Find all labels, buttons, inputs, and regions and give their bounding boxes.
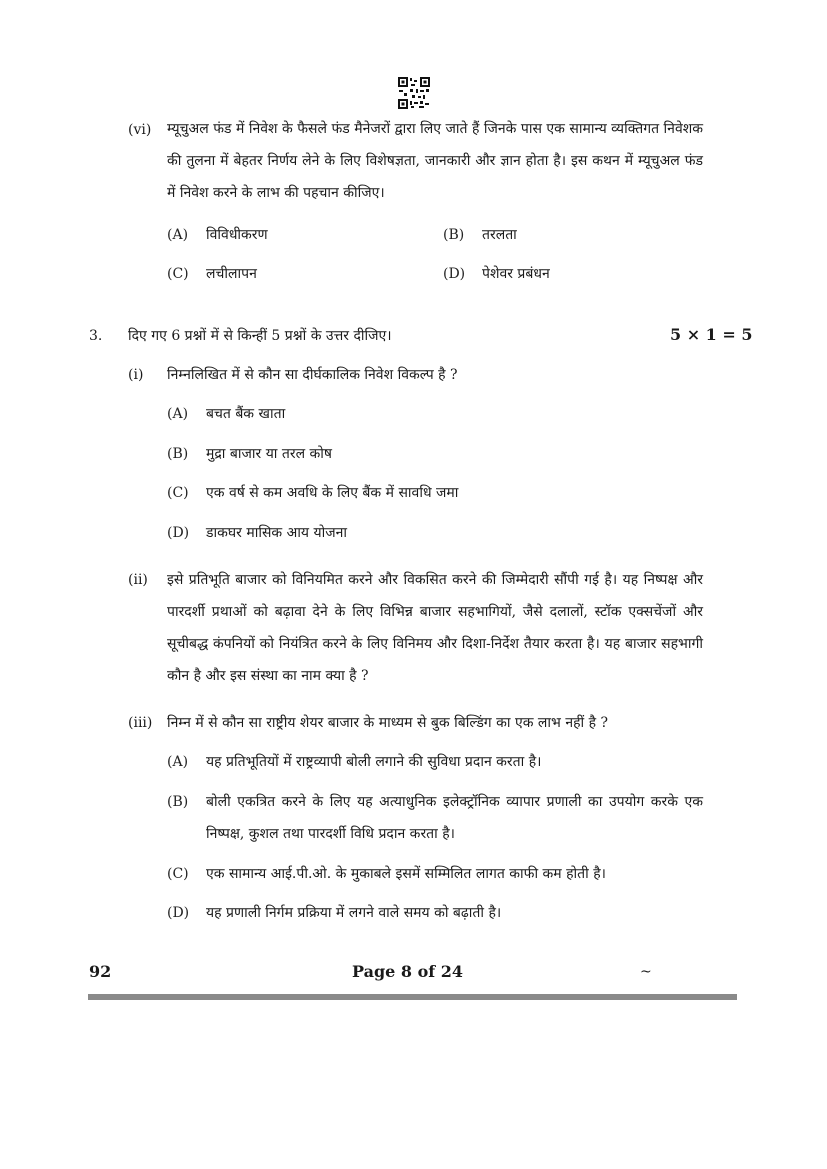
page-number: Page 8 of 24 [352, 962, 463, 981]
option-label: (C) [167, 266, 189, 282]
option-label: (A) [167, 227, 189, 243]
option-label: (D) [167, 905, 190, 921]
option-label: (B) [167, 446, 189, 462]
option-label: (B) [167, 794, 189, 810]
option-text: मुद्रा बाजार या तरल कोष [206, 446, 333, 462]
footer-divider [88, 994, 737, 1000]
option-label: (A) [167, 406, 189, 422]
option-label: (C) [167, 866, 189, 882]
option-text: डाकघर मासिक आय योजना [206, 525, 348, 541]
option-text: पेशेवर प्रबंधन [482, 266, 550, 282]
question-number: 3. [89, 328, 103, 344]
option-text: एक सामान्य आई.पी.ओ. के मुकाबले इसमें सम्मिलित लागत काफी कम होती है। [206, 866, 606, 882]
qr-code-icon [398, 77, 430, 109]
question-text: इसे प्रतिभूति बाजार को विनियमित करने और विकसित करने की जिम्मेदारी सौंपी गई है। यह निष्पक्ष और पारदर्शी प्रथाओं को बढ़ावा देने के लिए विभिन्न बाजार सहभागियों, जैसे दलालों, स्टॉक एक्सचेंजों और सूचीबद्ध कंपनियों को नियंत्रित करने के लिए विनिमय और दिशा-निर्देश तैयार करता है। यह बाजार सहभागी कौन है और इस संस्था का नाम क्या है ? [167, 572, 703, 684]
question-text: निम्न में से कौन सा राष्ट्रीय शेयर बाजार के माध्यम से बुक बिल्डिंग का एक लाभ नहीं है ? [167, 715, 608, 731]
footer-mark: ~ [640, 964, 652, 980]
option-text: यह प्रतिभूतियों में राष्ट्रव्यापी बोली लगाने की सुविधा प्रदान करता है। [206, 754, 542, 770]
option-text: बोली एकत्रित करने के लिए यह अत्याधुनिक इलेक्ट्रॉनिक व्यापार प्रणाली का उपयोग करके एक निष्पक्ष, कुशल तथा पारदर्शी विधि प्रदान करता है। [206, 794, 703, 842]
option-text: यह प्रणाली निर्गम प्रक्रिया में लगने वाले समय को बढ़ाती है। [206, 905, 502, 921]
option-text: विविधीकरण [206, 227, 268, 243]
question-number: (iii) [128, 715, 153, 731]
question-number: (i) [128, 367, 144, 383]
paper-code: 92 [89, 962, 112, 981]
option-label: (C) [167, 485, 189, 501]
question-text: म्यूचुअल फंड में निवेश के फैसले फंड मैनेजरों द्वारा लिए जाते हैं जिनके पास एक सामान्य व्यक्तिगत निवेशक की तुलना में बेहतर निर्णय लेने के लिए विशेषज्ञता, जानकारी और ज्ञान होता है। इस कथन में म्यूचुअल फंड में निवेश करने के लाभ की पहचान कीजिए। [167, 121, 703, 201]
marks-allocation: 5 × 1 = 5 [670, 325, 753, 344]
option-label: (D) [443, 266, 466, 282]
option-text: लचीलापन [206, 266, 257, 282]
option-text: तरलता [482, 227, 517, 243]
option-text: बचत बैंक खाता [206, 406, 286, 422]
option-text: एक वर्ष से कम अवधि के लिए बैंक में सावधि जमा [206, 485, 459, 501]
option-label: (B) [443, 227, 465, 243]
question-text: निम्नलिखित में से कौन सा दीर्घकालिक निवेश विकल्प है ? [167, 367, 458, 383]
option-label: (D) [167, 525, 190, 541]
option-label: (A) [167, 754, 189, 770]
section-instruction: दिए गए 6 प्रश्नों में से किन्हीं 5 प्रश्नों के उत्तर दीजिए। [128, 328, 392, 344]
question-number: (ii) [128, 572, 148, 588]
question-number: (vi) [128, 122, 152, 138]
